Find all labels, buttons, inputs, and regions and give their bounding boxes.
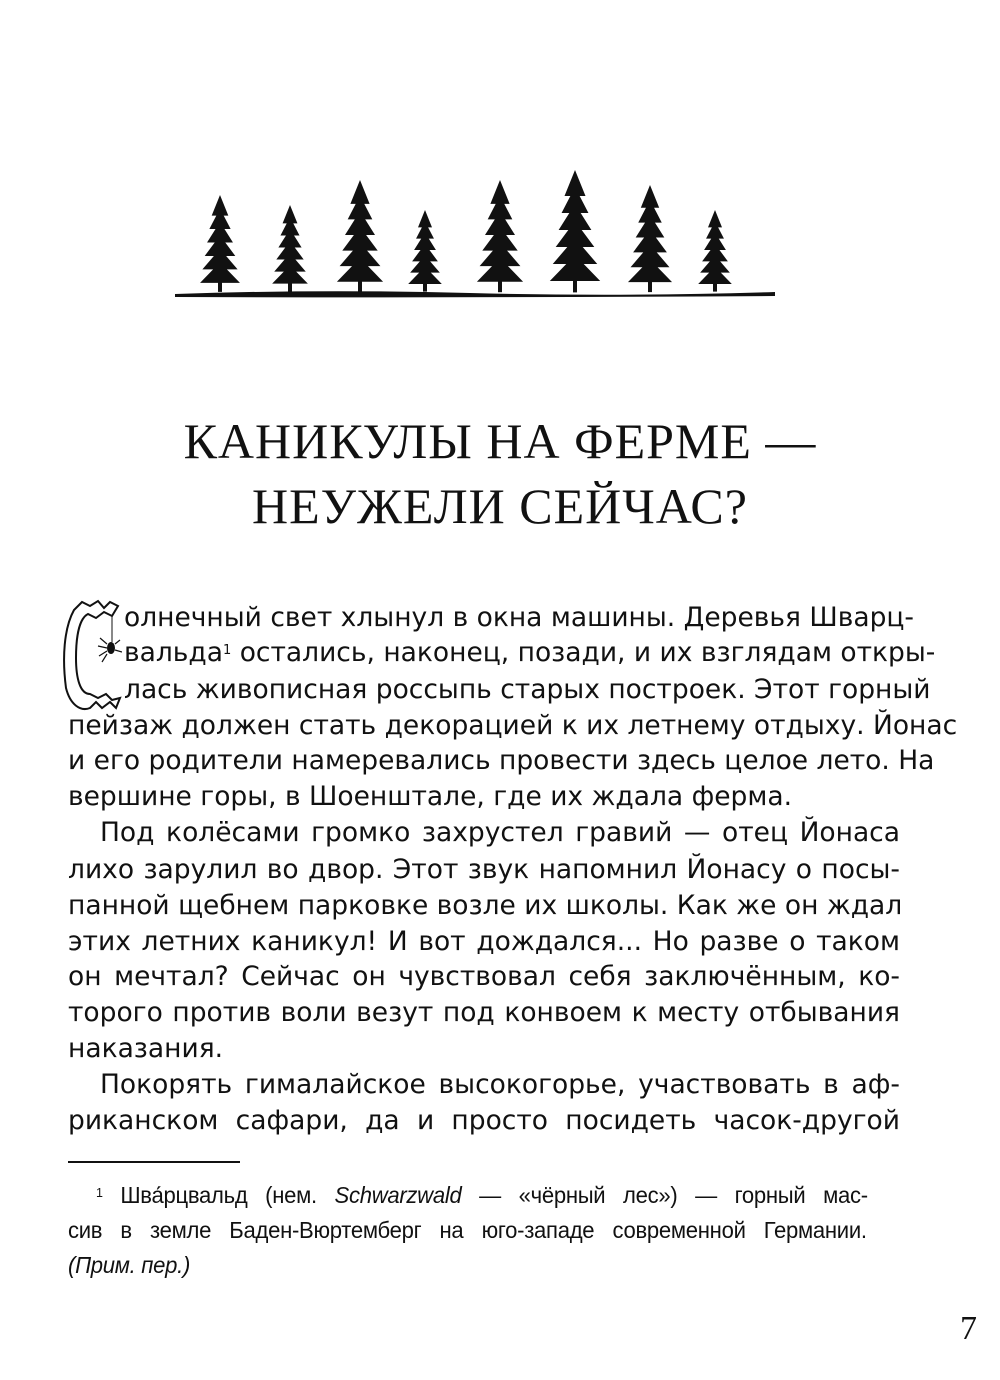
fir-tree-icon xyxy=(698,210,732,292)
body-line: вершине горы, в Шоенштале, где их ждала ферма. xyxy=(68,781,793,812)
drop-cap xyxy=(60,598,122,716)
body-line: панной щебнем парковке возле их школы. Как же он ждал xyxy=(68,890,903,921)
body-line: и его родители намеревались провести здесь целое лето. На xyxy=(68,745,935,776)
ground-line xyxy=(175,291,775,297)
body-line: Под колёсами громко захрустел гравий — отец Йонаса xyxy=(100,817,900,848)
footnote-line: (Прим. пер.) xyxy=(68,1252,191,1278)
footnote-line: $^1$ Шва́рцвальд (нем. Schwarzwald — «чёрный лес») — горный мас- xyxy=(96,1182,868,1208)
body-line: Покорять гималайское высокогорье, участвовать в аф- xyxy=(100,1069,900,1100)
fir-trees-illustration xyxy=(170,150,780,300)
body-line: вальда$^1$ остались, наконец, позади, и их взглядам откры- xyxy=(124,637,936,668)
footnote-divider xyxy=(68,1161,240,1163)
page-number: 7 xyxy=(960,1310,977,1347)
chapter-title-line-2: НЕУЖЕЛИ СЕЙЧАС? xyxy=(252,478,748,534)
fir-tree-icon xyxy=(408,210,442,292)
footnote-ref[interactable]: 1 xyxy=(222,643,232,658)
body-line: пейзаж должен стать декорацией к их летнему отдыху. Йонас xyxy=(68,710,958,741)
fir-tree-icon xyxy=(628,185,672,292)
body-line: лась живописная россыпь старых построек. Этот горный xyxy=(124,674,931,705)
body-line: лихо зарулил во двор. Этот звук напомнил Йонасу о посы- xyxy=(68,854,900,885)
fir-tree-icon xyxy=(337,180,383,292)
fir-tree-icon xyxy=(550,170,600,292)
footnote-line: сив в земле Баден-Вюртемберг на юго-западе современной Германии. xyxy=(68,1217,867,1243)
body-line: он мечтал? Сейчас он чувствовал себя заключённым, ко- xyxy=(68,961,900,992)
body-line: олнечный свет хлынул в окна машины. Деревья Шварц- xyxy=(124,602,914,633)
chapter-title-line-1: КАНИКУЛЫ НА ФЕРМЕ — xyxy=(183,413,817,469)
fir-tree-icon xyxy=(200,195,240,292)
spider-drop-cap-icon xyxy=(60,598,122,716)
body-line: торого против воли везут под конвоем к месту отбывания xyxy=(68,997,900,1028)
fir-tree-icon xyxy=(477,180,523,292)
body-line: этих летних каникул! И вот дождался... Но разве о таком xyxy=(68,926,900,957)
fir-tree-icon xyxy=(272,205,308,292)
body-line: наказания. xyxy=(68,1033,224,1064)
body-line: риканском сафари, да и просто посидеть часок-другой xyxy=(68,1105,900,1136)
